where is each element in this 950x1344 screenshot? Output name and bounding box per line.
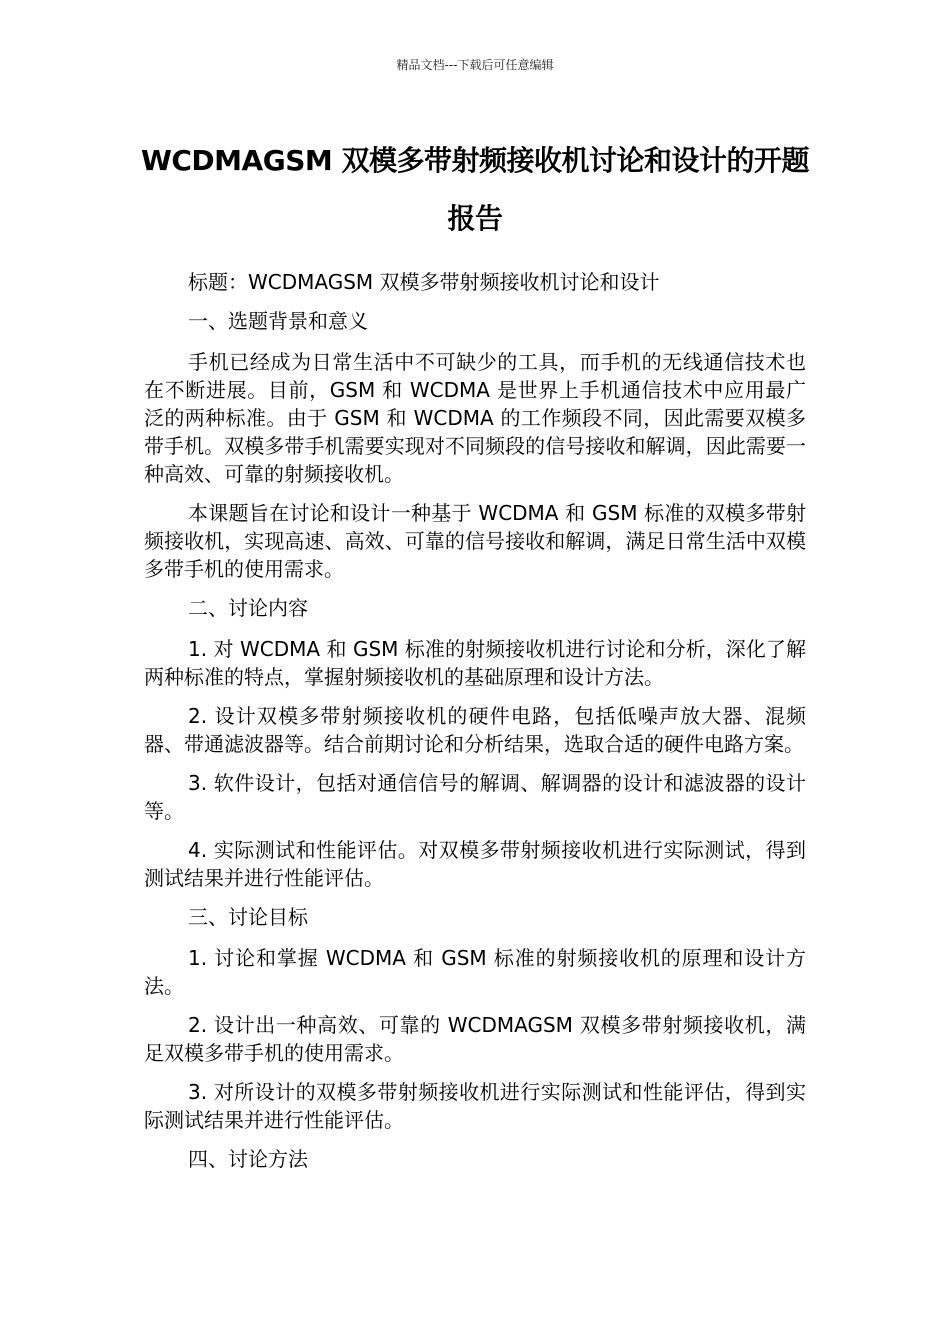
section-heading-content: 二、讨论内容 — [188, 596, 308, 620]
document-body — [144, 268, 806, 1186]
subject-line: 标题：WCDMAGSM 双模多带射频接收机讨论和设计 — [188, 270, 660, 294]
section-heading-methods: 四、讨论方法 — [188, 1147, 308, 1171]
section-heading-background: 一、选题背景和意义 — [188, 309, 368, 333]
paragraph-objective: 本课题旨在讨论和设计一种基于 WCDMA 和 GSM 标准的双模多带射频接收机，实现高速、高效、可靠的信号接收和解调，满足日常生活中双模多带手机的使用需求。 — [144, 501, 806, 581]
header-note: 精品文档---下载后可任意编辑 — [396, 58, 554, 72]
content-item-2: 2. 设计双模多带射频接收机的硬件电路，包括低噪声放大器、混频器、带通滤波器等。结合前期讨论和分析结果，选取合适的硬件电路方案。 — [144, 704, 806, 756]
document-title: WCDMAGSM 双模多带射频接收机讨论和设计的开题报告 — [141, 144, 809, 235]
goal-item-3: 3. 对所设计的双模多带射频接收机进行实际测试和性能评估，得到实际测试结果并进行性能评估。 — [144, 1080, 806, 1132]
goal-item-1: 1. 讨论和掌握 WCDMA 和 GSM 标准的射频接收机的原理和设计方法。 — [144, 946, 806, 998]
paragraph-background: 手机已经成为日常生活中不可缺少的工具，而手机的无线通信技术也在不断进展。目前，GSM 和 WCDMA 是世界上手机通信技术中应用最广泛的两种标准。由于 GSM 和 WCDMA 的工作频段不同，因此需要双模多带手机。双模多带手机需要实现对不同频段的信号接收和解调，因此需要一种高效、可靠的射频接收机。 — [144, 350, 806, 486]
content-item-1: 1. 对 WCDMA 和 GSM 标准的射频接收机进行讨论和分析，深化了解两种标准的特点，掌握射频接收机的基础原理和设计方法。 — [144, 637, 806, 689]
content-item-4: 4. 实际测试和性能评估。对双模多带射频接收机进行实际测试，得到测试结果并进行性能评估。 — [144, 838, 806, 890]
goal-item-2: 2. 设计出一种高效、可靠的 WCDMAGSM 双模多带射频接收机，满足双模多带手机的使用需求。 — [144, 1013, 806, 1065]
content-item-3: 3. 软件设计，包括对通信信号的解调、解调器的设计和滤波器的设计等。 — [144, 771, 806, 823]
section-heading-goals: 三、讨论目标 — [188, 905, 308, 929]
